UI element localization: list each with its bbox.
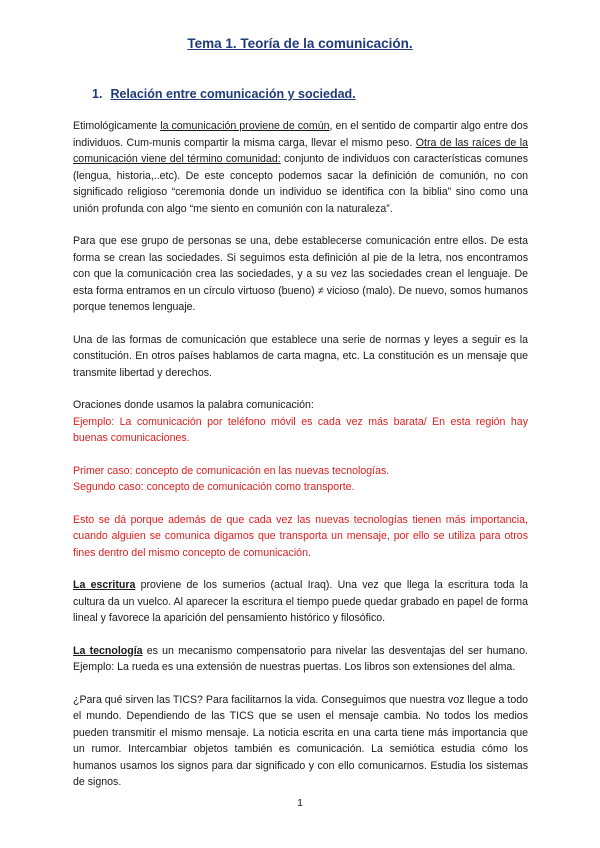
paragraph-case-2: Segundo caso: concepto de comunicación como transporte. — [73, 481, 355, 493]
section-title: Relación entre comunicación y sociedad. — [110, 87, 356, 101]
section-heading — [92, 87, 356, 101]
section-number: 1. — [92, 87, 103, 101]
paragraph-example: Ejemplo: La comunicación por teléfono móvil es cada vez más barata/ En esta región hay buenas comunicaciones. — [73, 415, 528, 444]
page-number: 1 — [297, 797, 303, 809]
paragraph-writing — [73, 577, 528, 627]
p1-text-a: Etimológicamente — [73, 120, 161, 132]
writing-text: proviene de los sumerios (actual Iraq). Una vez que llega la escritura toda la cultura da un vuelco. Al aparecer la escritura el tiempo puede quedar grabado en papel de forma lineal y favorece la aparición del pensamiento histórico y filosófico. — [73, 579, 529, 624]
p1-underline-community: Otra de las raíces de la comunicación viene del término comunidad: — [73, 136, 528, 165]
paragraph-tics: ¿Para qué sirven las TICS? Para facilitarnos la vida. Conseguimos que nuestra voz llegue a todo el mundo. Dependiendo de las TICS que se usen el mensaje cambia. No todos los medios pueden transmitir el mismo mensaje. La noticia escrita en una carta tiene más importancia que un rumor. Intercambiar objetos también es comunicación. La semiótica estudia cómo los humanos usamos los signos para dar significado y con ello comunicarnos. Estudia los sistemas de signos. — [73, 693, 528, 788]
paragraph-constitution: Una de las formas de comunicación que establece una serie de normas y leyes a seguir es la constitución. En otros países hablamos de carta magna, etc. La constitución es un mensaje que transmite libertad y derechos. — [73, 333, 528, 379]
p1-text-c: , en el sentido de compartir algo entre dos individuos. Cum-munis compartir la misma carga, llevar el mismo peso. — [73, 120, 528, 149]
paragraph-technology — [73, 643, 528, 676]
page-title: Tema 1. Teoría de la comunicación. — [187, 36, 413, 51]
p1-underline-common: la comunicación proviene de común — [160, 120, 330, 132]
paragraph-etymology — [73, 118, 528, 217]
p1-text-e: conjunto de individuos con características comunes (lengua, historia,..etc). De este concepto podemos sacar la definición de comunión, no con significado religioso “ceremonia donde un individuo se identifica con la biblia” sino como una unión profunda con algo “me siento en comunión con la naturaleza”. — [73, 153, 528, 215]
document-body — [73, 118, 528, 807]
term-writing: La escritura — [73, 579, 136, 591]
technology-text: es un mecanismo compensatorio para nivelar las desventajas del ser humano. Ejemplo: La rueda es una extensión de nuestras puertas. Los libros son extensiones del alma. — [73, 644, 528, 673]
paragraph-sentences-intro: Oraciones donde usamos la palabra comunicación: — [73, 399, 314, 411]
paragraph-society: Para que ese grupo de personas se una, debe establecerse comunicación entre ellos. De esta forma se crean las sociedades. Si seguimos esta definición al pie de la letra, nos encontramos con que la comunicación crea las sociedades, y a su vez las sociedades crean el lenguaje. De esta forma entramos en un círculo virtuoso (bueno) ≠ vicioso (malo). De nuevo, somos humanos porque tenemos lenguaje. — [73, 235, 528, 313]
term-technology: La tecnología — [73, 644, 143, 657]
paragraph-explanation: Esto se dá porque además de que cada vez las nuevas tecnologías tienen más importancia, cuando alguien se comunica digamos que transporta un mensaje, por ello se utiliza para otros fines dentro del mismo concepto de comunicación. — [73, 513, 528, 559]
paragraph-case-1: Primer caso: concepto de comunicación en las nuevas tecnologías. — [73, 464, 390, 477]
